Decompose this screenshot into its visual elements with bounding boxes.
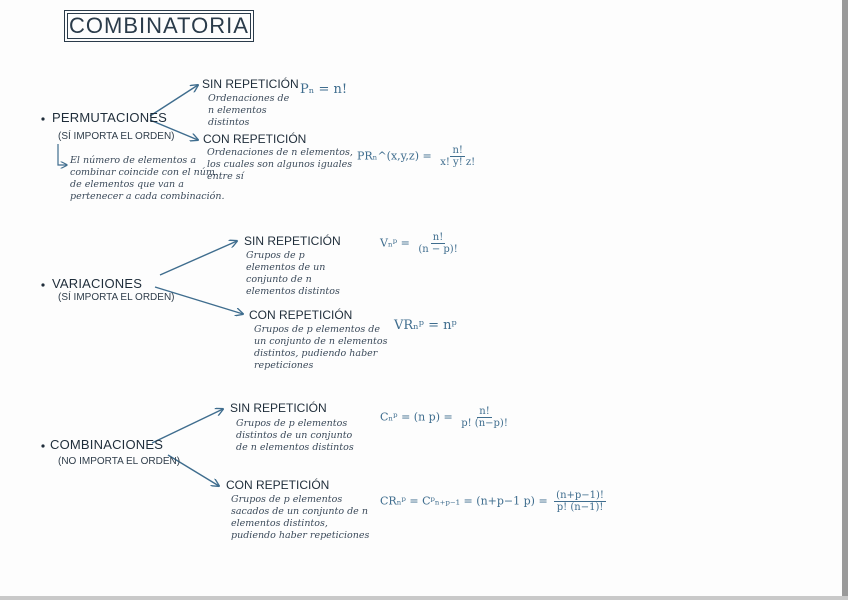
right-edge-bar [842, 0, 848, 600]
var-con-desc: Grupos de p elementos de un conjunto de n elementos distintos, pudiendo haber repeticiones [254, 324, 388, 371]
comb-sin-label: SIN REPETICIÓN [230, 401, 327, 415]
comb-sin-num: n! [479, 406, 490, 417]
perm-con-formula [357, 145, 480, 168]
comb-sin-lhs: Cₙᵖ = (n p) = [380, 410, 453, 424]
var-sin-lhs: Vₙᵖ = [380, 236, 410, 250]
var-sin-formula [380, 232, 463, 255]
perm-con-den: x! y! z! [440, 157, 476, 168]
comb-con-label: CON REPETICIÓN [226, 478, 330, 492]
bullet-permutaciones [41, 117, 44, 120]
perm-sin-formula: Pₙ = n! [300, 82, 348, 97]
combinaciones-label: COMBINACIONES [50, 437, 164, 452]
comb-con-formula [380, 490, 609, 513]
comb-sin-den: p! (n−p)! [461, 418, 508, 429]
bottom-edge-bar [0, 596, 848, 600]
var-con-formula: VRₙᵖ = nᵖ [394, 318, 457, 333]
explanation-hook-arrow [58, 144, 67, 165]
perm-con-desc: Ordenaciones de n elementos, los cuales son algunos iguales entre sí [207, 147, 353, 182]
var-sin-den: (n − p)! [418, 244, 458, 255]
variaciones-note: (SÍ IMPORTA EL ORDEN) [58, 292, 175, 303]
var-sin-desc: Grupos de p elementos de un conjunto de n elementos distintos [246, 250, 340, 297]
comb-con-lhs: CRₙᵖ = Cᵖₙ₊ₚ₋₁ = (n+p−1 p) = [380, 494, 548, 508]
var-sin-num: n! [432, 232, 444, 243]
bullet-variaciones [41, 283, 44, 286]
perm-sin-label: SIN REPETICIÓN [202, 77, 299, 91]
page-title: COMBINATORIA [64, 10, 254, 42]
variaciones-label: VARIACIONES [52, 276, 143, 291]
comb-con-den: p! (n−1)! [556, 502, 604, 513]
permutaciones-label: PERMUTACIONES [52, 110, 168, 125]
comb-con-num: (n+p−1)! [556, 490, 604, 501]
perm-sin-desc: Ordenaciones de n elementos distintos [208, 93, 290, 128]
permutaciones-explanation: El número de elementos a combinar coincide con el núm. de elementos que van a pertenecer a cada combinación. [70, 155, 225, 202]
bullet-combinaciones [41, 444, 44, 447]
perm-con-label: CON REPETICIÓN [203, 132, 307, 146]
var-sin-label: SIN REPETICIÓN [244, 234, 341, 248]
arrow-var-sin [160, 241, 237, 275]
comb-sin-desc: Grupos de p elementos distintos de un conjunto de n elementos distintos [236, 418, 354, 453]
perm-con-lhs: PRₙ^(x,y,z) = [357, 149, 432, 163]
comb-con-desc: Grupos de p elementos sacados de un conjunto de n elementos distintos, pudiendo haber repeticiones [231, 494, 370, 541]
perm-con-num: n! [452, 145, 463, 156]
combinaciones-note: (NO IMPORTA EL ORDEN) [58, 456, 181, 467]
permutaciones-note: (SÍ IMPORTA EL ORDEN) [58, 131, 175, 142]
comb-sin-formula [380, 406, 513, 429]
var-con-label: CON REPETICIÓN [249, 308, 353, 322]
